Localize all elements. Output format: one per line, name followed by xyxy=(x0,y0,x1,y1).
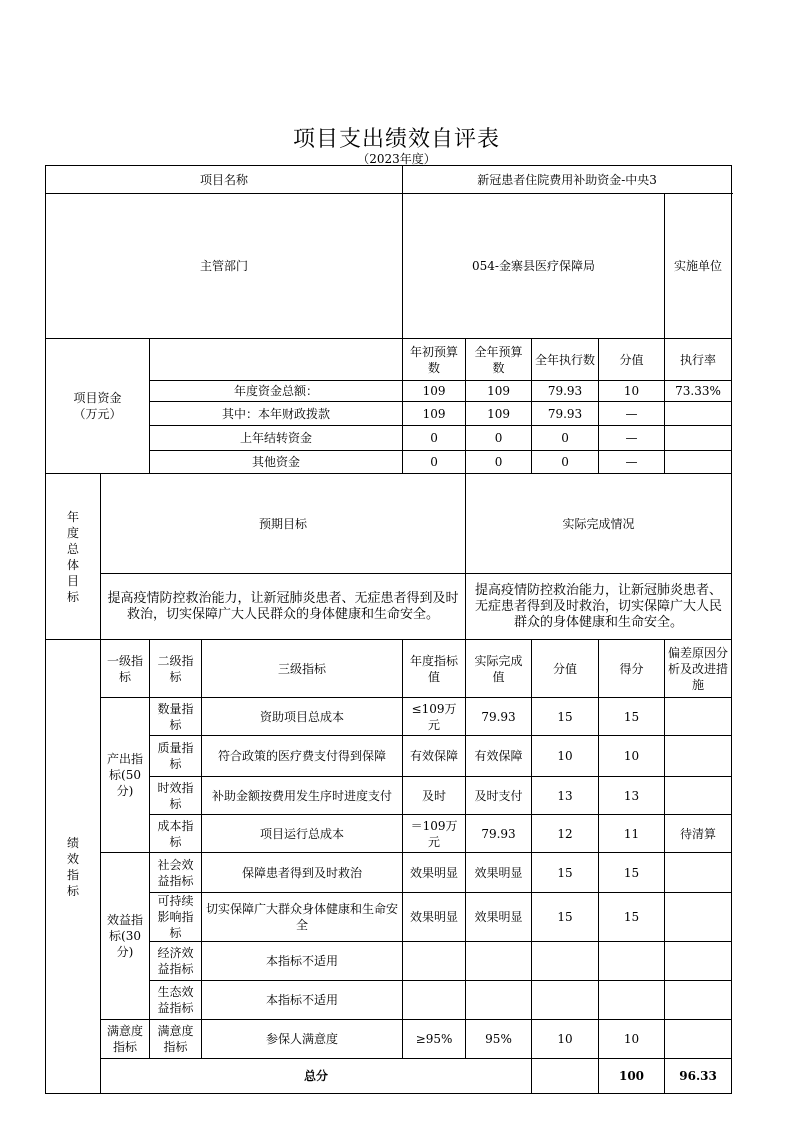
funds-row-exec: 79.93 xyxy=(532,381,599,402)
ind-score-val xyxy=(532,981,599,1020)
ind-deviation xyxy=(665,777,732,815)
funds-header-init: 年初预算数 xyxy=(403,339,466,381)
ind-l1-satisfaction: 满意度指标 xyxy=(101,1020,150,1059)
funds-row-exec: 79.93 xyxy=(532,402,599,426)
funds-header-score-val: 分值 xyxy=(599,339,665,381)
funds-row-label: 其他资金 xyxy=(150,451,403,474)
ind-deviation xyxy=(665,981,732,1020)
ind-target: 效果明显 xyxy=(403,893,466,942)
ind-actual: 95% xyxy=(466,1020,532,1059)
ind-target: ＝109万元 xyxy=(403,815,466,853)
ind-target: ≥95% xyxy=(403,1020,466,1059)
ind-l3: 符合政策的医疗费支付得到保障 xyxy=(202,736,403,777)
funds-row-label: 年度资金总额： xyxy=(150,381,403,402)
ind-l3: 本指标不适用 xyxy=(202,981,403,1020)
ind-l3: 资助项目总成本 xyxy=(202,698,403,736)
goals-label: 年 度 总 体 目 标 xyxy=(46,474,101,640)
total-score-val: 100 xyxy=(599,1059,665,1094)
ind-score-val: 13 xyxy=(532,777,599,815)
ind-actual: 效果明显 xyxy=(466,853,532,893)
funds-row-rate: 73.33% xyxy=(665,381,732,402)
evaluation-table xyxy=(45,165,732,1094)
ind-deviation: 待清算 xyxy=(665,815,732,853)
ind-target: 有效保障 xyxy=(403,736,466,777)
ind-header-deviation: 偏差原因分析及改进措施 xyxy=(665,640,732,698)
ind-actual xyxy=(466,981,532,1020)
ind-score-val: 15 xyxy=(532,698,599,736)
project-name-value: 新冠患者住院费用补助资金-中央3 xyxy=(403,166,732,194)
ind-actual: 79.93 xyxy=(466,815,532,853)
funds-row-init: 0 xyxy=(403,426,466,451)
ind-score: 13 xyxy=(599,777,665,815)
dept-value: 054-金寨县医疗保障局 xyxy=(403,194,665,339)
ind-l2: 生态效益指标 xyxy=(150,981,202,1020)
ind-target xyxy=(403,981,466,1020)
funds-row-rate xyxy=(665,451,732,474)
ind-header-target: 年度指标值 xyxy=(403,640,466,698)
ind-deviation xyxy=(665,1020,732,1059)
ind-score: 15 xyxy=(599,698,665,736)
ind-l2: 经济效益指标 xyxy=(150,942,202,981)
funds-row-init: 109 xyxy=(403,381,466,402)
ind-target: 及时 xyxy=(403,777,466,815)
ind-score: 10 xyxy=(599,1020,665,1059)
ind-actual: 效果明显 xyxy=(466,893,532,942)
ind-score: 11 xyxy=(599,815,665,853)
goals-expected-text: 提高疫情防控救治能力，让新冠肺炎患者、无症患者得到及时救治，切实保障广大人民群众的身体健康和生命安全。 xyxy=(101,574,466,640)
funds-header-full: 全年预算数 xyxy=(466,339,532,381)
ind-score-val: 15 xyxy=(532,893,599,942)
ind-score-val: 12 xyxy=(532,815,599,853)
ind-target: ≤109万元 xyxy=(403,698,466,736)
ind-header-l2: 二级指标 xyxy=(150,640,202,698)
ind-l3: 参保人满意度 xyxy=(202,1020,403,1059)
funds-row-full: 109 xyxy=(466,402,532,426)
funds-row-label: 上年结转资金 xyxy=(150,426,403,451)
ind-header-actual: 实际完成值 xyxy=(466,640,532,698)
ind-l3: 保障患者得到及时救治 xyxy=(202,853,403,893)
ind-deviation xyxy=(665,893,732,942)
funds-row-rate xyxy=(665,426,732,451)
ind-score-val: 10 xyxy=(532,1020,599,1059)
ind-score-val: 15 xyxy=(532,853,599,893)
ind-actual: 79.93 xyxy=(466,698,532,736)
funds-row-full: 0 xyxy=(466,451,532,474)
ind-deviation xyxy=(665,853,732,893)
ind-target xyxy=(403,942,466,981)
goals-actual-text: 提高疫情防控救治能力，让新冠肺炎患者、无症患者得到及时救治，切实保障广大人民群众的身体健康和生命安全。 xyxy=(466,574,732,640)
ind-score-val: 10 xyxy=(532,736,599,777)
ind-score xyxy=(599,942,665,981)
total-blank xyxy=(532,1059,599,1094)
funds-row-full: 109 xyxy=(466,381,532,402)
funds-label: 项目资金 （万元） xyxy=(46,339,150,474)
ind-header-score-val: 分值 xyxy=(532,640,599,698)
ind-score-val xyxy=(532,942,599,981)
funds-row-score-val: — xyxy=(599,402,665,426)
funds-row-rate xyxy=(665,402,732,426)
ind-deviation xyxy=(665,942,732,981)
ind-target: 效果明显 xyxy=(403,853,466,893)
ind-score: 15 xyxy=(599,853,665,893)
funds-row-label: 其中：本年财政拨款 xyxy=(150,402,403,426)
page-title: 项目支出绩效自评表 xyxy=(292,127,500,152)
ind-l1-output: 产出指标(50分) xyxy=(101,698,150,853)
ind-actual: 及时支付 xyxy=(466,777,532,815)
ind-header-l3: 三级指标 xyxy=(202,640,403,698)
total-score: 96.33 xyxy=(665,1059,732,1094)
funds-row-score-val: 10 xyxy=(599,381,665,402)
funds-row-full: 0 xyxy=(466,426,532,451)
ind-l3: 切实保障广大群众身体健康和生命安全 xyxy=(202,893,403,942)
goals-actual-label: 实际完成情况 xyxy=(466,474,732,574)
ind-score: 10 xyxy=(599,736,665,777)
ind-l1-benefit: 效益指标(30分) xyxy=(101,853,150,1020)
dept-label: 主管部门 xyxy=(46,194,403,339)
funds-header-rate: 执行率 xyxy=(665,339,732,381)
ind-score xyxy=(599,981,665,1020)
ind-l3: 补助金额按费用发生序时进度支付 xyxy=(202,777,403,815)
funds-row-exec: 0 xyxy=(532,426,599,451)
ind-deviation xyxy=(665,698,732,736)
ind-l2: 质量指标 xyxy=(150,736,202,777)
impl-label: 实施单位 xyxy=(665,194,732,339)
ind-deviation xyxy=(665,736,732,777)
funds-header-exec: 全年执行数 xyxy=(532,339,599,381)
funds-row-score-val: — xyxy=(599,451,665,474)
funds-row-score-val: — xyxy=(599,426,665,451)
funds-row-exec: 0 xyxy=(532,451,599,474)
ind-l2: 满意度指标 xyxy=(150,1020,202,1059)
ind-actual: 有效保障 xyxy=(466,736,532,777)
total-label: 总分 xyxy=(101,1059,532,1094)
funds-header-blank xyxy=(150,339,403,381)
ind-header-l1: 一级指标 xyxy=(101,640,150,698)
page-subtitle: （2023年度） xyxy=(357,152,436,166)
ind-actual xyxy=(466,942,532,981)
ind-l2: 时效指标 xyxy=(150,777,202,815)
funds-row-init: 0 xyxy=(403,451,466,474)
ind-l2: 成本指标 xyxy=(150,815,202,853)
indicators-label: 绩 效 指 标 xyxy=(46,640,101,1094)
ind-l3: 本指标不适用 xyxy=(202,942,403,981)
ind-header-score: 得分 xyxy=(599,640,665,698)
funds-row-init: 109 xyxy=(403,402,466,426)
goals-expected-label: 预期目标 xyxy=(101,474,466,574)
ind-l2: 数量指标 xyxy=(150,698,202,736)
ind-score: 15 xyxy=(599,893,665,942)
ind-l2: 社会效益指标 xyxy=(150,853,202,893)
project-name-label: 项目名称 xyxy=(46,166,403,194)
ind-l2: 可持续影响指标 xyxy=(150,893,202,942)
ind-l3: 项目运行总成本 xyxy=(202,815,403,853)
